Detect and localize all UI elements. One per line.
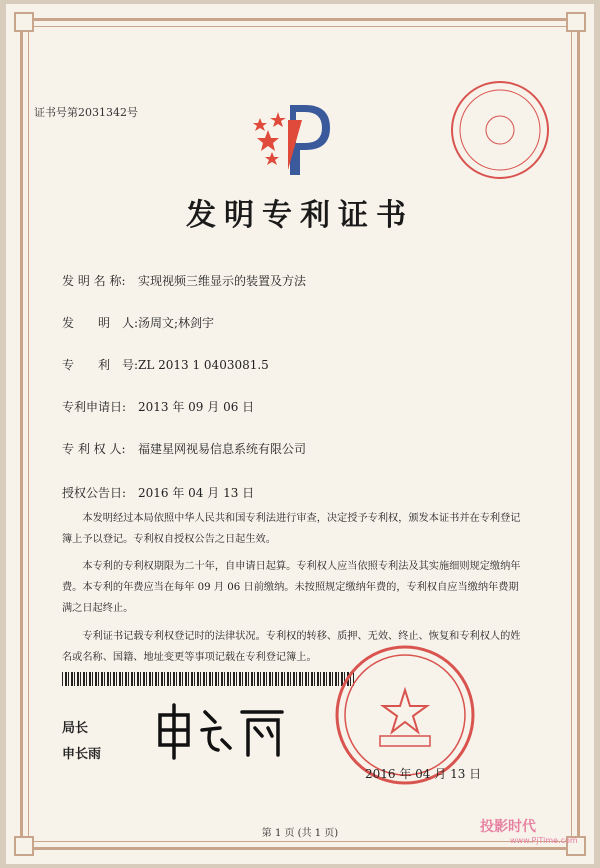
watermark-url: www.PjTime.com xyxy=(510,836,578,845)
paragraph-grant: 本发明经过本局依照中华人民共和国专利法进行审查，决定授予专利权，颁发本证书并在专利登记簿上予以登记。专利权自授权公告之日起生效。 xyxy=(62,513,521,545)
director-signature-icon xyxy=(150,700,290,760)
field-value: 汤周文;林剑宇 xyxy=(138,316,215,330)
paragraph-term: 本专利的专利权期限为二十年，自申请日起算。专利权人应当依照专利法及其实施细则规定缴纳年费。本专利的年费应当在每年 09 月 06 日前缴纳。未按照规定缴纳年费的，专利权自应当缴纳年费期满之日起终止。 xyxy=(62,561,521,614)
field-value: 福建星网视易信息系统有限公司 xyxy=(138,442,307,456)
director-block xyxy=(62,716,101,768)
field-label: 专 利 权 人: xyxy=(62,442,126,456)
page-number: 第 1 页 (共 1 页) xyxy=(261,828,339,839)
field-value: 实现视频三维显示的装置及方法 xyxy=(138,274,307,288)
barcode xyxy=(62,672,354,686)
field-value: 2013 年 09 月 06 日 xyxy=(138,400,255,414)
corner-ornament xyxy=(14,12,34,32)
field-patent-number xyxy=(62,356,269,373)
certificate-title: 发明专利证书 xyxy=(186,198,414,233)
patent-office-logo-icon xyxy=(250,90,340,180)
corner-ornament xyxy=(14,836,34,856)
field-inventor xyxy=(62,314,214,331)
director-title: 局长 xyxy=(62,721,89,736)
issue-date: 2016 年 04 月 13 日 xyxy=(365,767,482,781)
field-label: 专 利 号: xyxy=(62,358,139,372)
field-label: 专利申请日: xyxy=(62,400,127,414)
field-grant-date xyxy=(62,484,254,501)
field-label: 授权公告日: xyxy=(62,486,127,500)
corner-ornament xyxy=(566,12,586,32)
field-value: 2016 年 04 月 13 日 xyxy=(138,486,255,500)
field-invention-name xyxy=(62,272,306,289)
field-application-date xyxy=(62,398,254,415)
paragraph-legal-status: 专利证书记载专利权登记时的法律状况。专利权的转移、质押、无效、终止、恢复和专利权人的姓名或名称、国籍、地址变更等事项记载在专利登记簿上。 xyxy=(62,631,521,663)
field-label: 发 明 人: xyxy=(62,316,139,330)
field-value: ZL 2013 1 0403081.5 xyxy=(138,358,269,372)
field-patentee xyxy=(62,440,306,457)
certificate-number: 证书号第2031342号 xyxy=(34,106,138,119)
watermark-brand: 投影时代 xyxy=(480,819,536,835)
director-name: 申长雨 xyxy=(62,747,102,762)
field-label: 发 明 名 称: xyxy=(62,274,126,288)
agency-seal-icon xyxy=(440,70,560,190)
